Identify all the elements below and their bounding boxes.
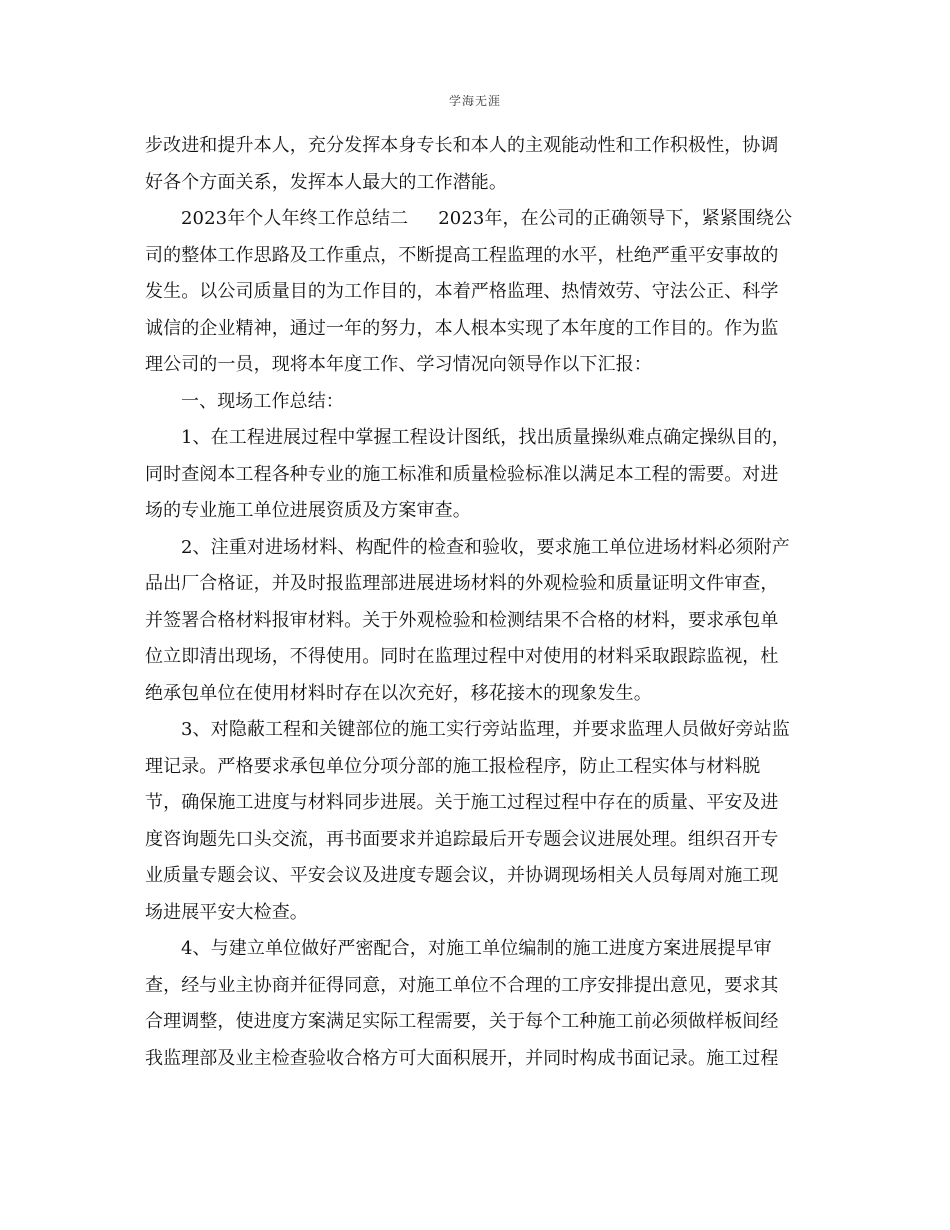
text-line: 3、对隐蔽工程和关键部位的施工实行旁站监理，并要求监理人员做好旁站监 (181, 719, 790, 740)
text-line: 好各个方面关系，发挥本人最大的工作潜能。 (145, 171, 507, 193)
text-line: 1、在工程进展过程中掌握工程设计图纸，找出质量操纵难点确定操纵目的， (181, 427, 790, 448)
text-line-section-title (145, 201, 805, 238)
text-line: 同时查阅本工程各种专业的施工标准和质量检验标准以满足本工程的需要。对进 (145, 463, 779, 485)
text-line: 2、注重对进场材料、构配件的检查和验收，要求施工单位进场材料必须附产 (181, 536, 790, 558)
section-intro: 2023年，在公司的正确领导下，紧紧围绕公 (438, 208, 793, 229)
text-line: 并签署合格材料报审材料。关于外观检验和检测结果不合格的材料，要求承包单 (145, 609, 779, 631)
text-line: 场的专业施工单位进展资质及方案审查。 (145, 500, 471, 521)
text-line: 位立即清出现场，不得使用。同时在监理过程中对使用的材料采取跟踪监视，杜 (145, 646, 779, 667)
text-line-heading: 一、现场工作总结： (181, 390, 344, 412)
text-line: 我监理部及业主检查验收合格方可大面积展开，并同时构成书面记录。施工过程 (145, 1047, 779, 1069)
text-line: 司的整体工作思路及工作重点，不断提高工程监理的水平，杜绝严重平安事故的 (145, 244, 779, 266)
text-line: 4、与建立单位做好严密配合，对施工单位编制的施工进度方案进展提早审 (181, 938, 772, 959)
text-line: 步改进和提升本人，充分发挥本身专长和本人的主观能动性和工作积极性，协调 (145, 135, 779, 156)
text-line: 业质量专题会议、平安会议及进度专题会议，并协调现场相关人员每周对施工现 (145, 865, 779, 886)
text-line: 绝承包单位在使用材料时存在以次充好，移花接木的现象发生。 (145, 682, 652, 704)
text-line: 节，确保施工进度与材料同步进展。关于施工过程过程中存在的质量、平安及进 (145, 792, 779, 813)
page-header: 学海无涯 (448, 94, 501, 108)
text-line: 查，经与业主协商并征得同意，对施工单位不合理的工序安排提出意见，要求其 (145, 974, 779, 996)
document-body (145, 128, 805, 1077)
text-line: 诚信的企业精神，通过一年的努力，本人根本实现了本年度的工作目的。作为监 (145, 317, 779, 339)
text-line: 场进展平安大检查。 (145, 901, 308, 923)
text-line: 发生。以公司质量目的为工作目的，本着严格监理、热情效劳、守法公正、科学 (145, 281, 779, 302)
text-line: 理记录。严格要求承包单位分项分部的施工报检程序，防止工程实体与材料脱 (145, 755, 761, 777)
text-line: 品出厂合格证，并及时报监理部进展进场材料的外观检验和质量证明文件审查， (145, 573, 779, 594)
text-line: 度咨询题先口头交流，再书面要求并追踪最后开专题会议进展处理。组织召开专 (145, 828, 779, 850)
text-line: 理公司的一员，现将本年度工作、学习情况向领导作以下汇报： (145, 354, 652, 375)
section-title: 2023年个人年终工作总结二 (181, 208, 409, 229)
text-line: 合理调整，使进度方案满足实际工程需要，关于每个工种施工前必须做样板间经 (145, 1011, 779, 1032)
